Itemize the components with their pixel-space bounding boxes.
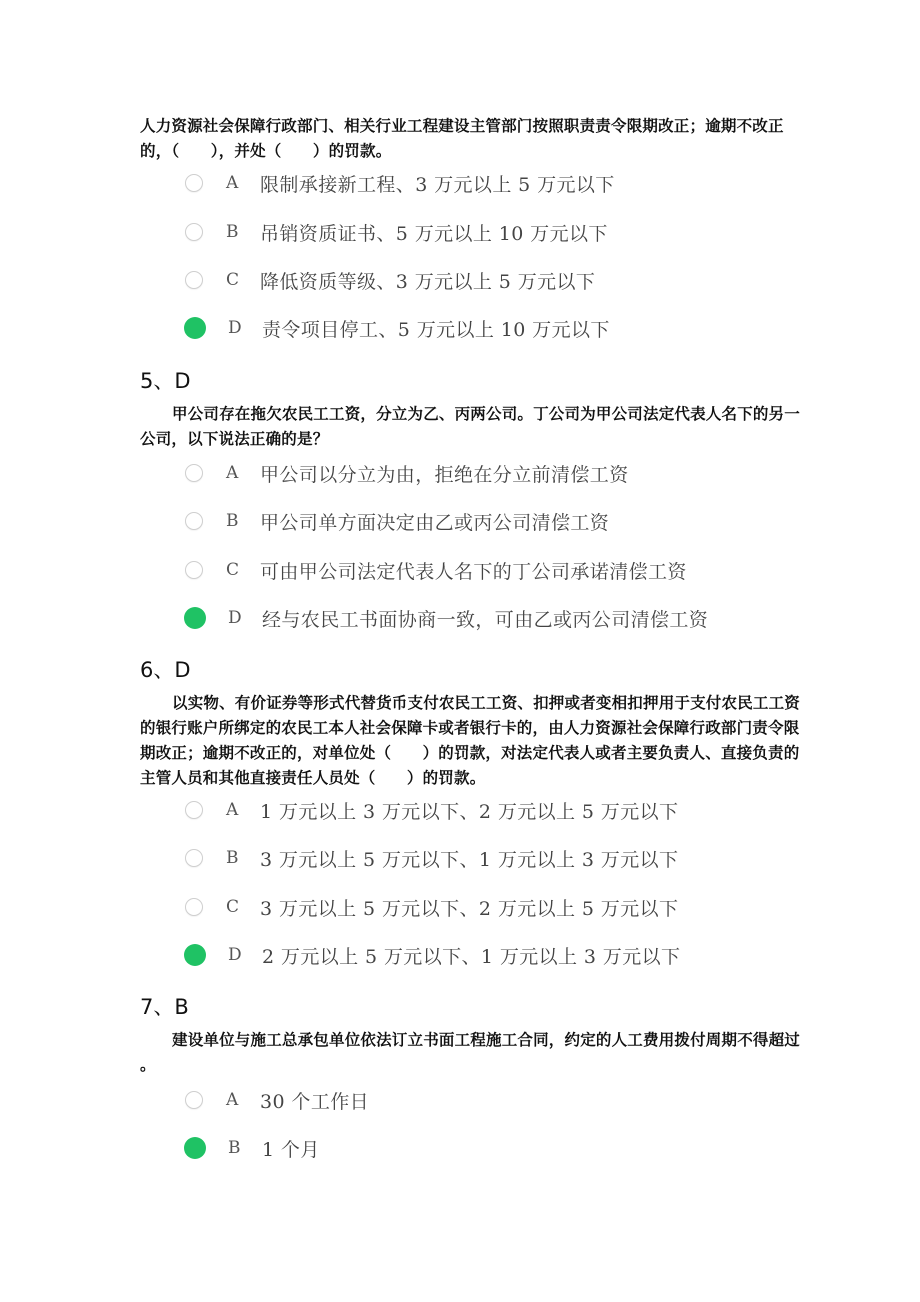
option-text: 1 万元以上 3 万元以下、2 万元以上 5 万元以下: [260, 800, 679, 823]
radio-unselected-icon[interactable]: [185, 898, 203, 916]
option-text: 1 个月: [262, 1138, 320, 1161]
radio-unselected-icon[interactable]: [185, 223, 203, 241]
option-text: 限制承接新工程、3 万元以上 5 万元以下: [260, 173, 615, 196]
question-7-heading: 7、B: [140, 995, 189, 1019]
option-letter: D: [228, 318, 242, 338]
radio-selected-icon[interactable]: [184, 1137, 206, 1159]
radio-unselected-icon[interactable]: [185, 561, 203, 579]
radio-selected-icon[interactable]: [184, 317, 206, 339]
q4-option-b[interactable]: [185, 217, 608, 247]
option-text: 责令项目停工、5 万元以上 10 万元以下: [262, 318, 610, 341]
option-text: 经与农民工书面协商一致，可由乙或丙公司清偿工资: [262, 608, 709, 631]
q4-option-d[interactable]: [185, 313, 610, 343]
question-5-stem: 甲公司存在拖欠农民工工资，分立为乙、丙两公司。丁公司为甲公司法定代表人名下的另一公司，以下说法正确的是？: [140, 405, 801, 448]
radio-unselected-icon[interactable]: [185, 801, 203, 819]
option-text: 甲公司以分立为由，拒绝在分立前清偿工资: [260, 463, 629, 486]
q4-option-a[interactable]: [185, 168, 615, 198]
option-letter: C: [226, 270, 240, 290]
question-5-heading: 5、D: [140, 369, 191, 393]
option-letter: A: [226, 1090, 239, 1110]
option-letter: B: [226, 511, 239, 531]
option-text: 吊销资质证书、5 万元以上 10 万元以下: [260, 222, 608, 245]
option-text: 3 万元以上 5 万元以下、2 万元以上 5 万元以下: [260, 897, 679, 920]
q5-option-d[interactable]: [185, 603, 708, 633]
radio-selected-icon[interactable]: [184, 944, 206, 966]
q6-option-b[interactable]: [185, 843, 678, 873]
radio-unselected-icon[interactable]: [185, 464, 203, 482]
option-letter: B: [226, 222, 239, 242]
option-text: 30 个工作日: [260, 1090, 370, 1113]
option-letter: A: [226, 173, 239, 193]
radio-unselected-icon[interactable]: [185, 1091, 203, 1109]
question-6-heading: 6、D: [140, 658, 191, 682]
q7-option-a[interactable]: [185, 1085, 369, 1115]
q7-option-b[interactable]: [185, 1133, 320, 1163]
option-text: 2 万元以上 5 万元以下、1 万元以上 3 万元以下: [262, 945, 681, 968]
option-letter: C: [226, 897, 240, 917]
option-letter: A: [226, 800, 239, 820]
question-7-stem: 建设单位与施工总承包单位依法订立书面工程施工合同，约定的人工费用拨付周期不得超过 。: [140, 1031, 801, 1074]
q5-option-a[interactable]: [185, 458, 629, 488]
radio-unselected-icon[interactable]: [185, 174, 203, 192]
option-letter: D: [228, 608, 242, 628]
option-letter: D: [228, 945, 242, 965]
q5-option-b[interactable]: [185, 506, 609, 536]
option-text: 降低资质等级、3 万元以上 5 万元以下: [260, 270, 596, 293]
option-letter: A: [226, 463, 239, 483]
option-letter: B: [226, 848, 239, 868]
option-text: 可由甲公司法定代表人名下的丁公司承诺清偿工资: [260, 560, 687, 583]
q6-option-a[interactable]: [185, 795, 678, 825]
q5-option-c[interactable]: [185, 555, 687, 585]
option-text: 甲公司单方面决定由乙或丙公司清偿工资: [260, 511, 610, 534]
radio-unselected-icon[interactable]: [185, 849, 203, 867]
q6-option-d[interactable]: [185, 940, 680, 970]
question-6-stem: 以实物、有价证券等形式代替货币支付农民工工资、扣押或者变相扣押用于支付农民工工资的银行账户所绑定的农民工本人社会保障卡或者银行卡的，由人力资源社会保障行政部门责令限期改正；逾期不改正的，对单位处（ ）的罚款，对法定代表人或者主要负责人、直接负责的主管人员和其他直接责任人员处（ ）的罚款。: [140, 694, 801, 787]
option-text: 3 万元以上 5 万元以下、1 万元以上 3 万元以下: [260, 848, 679, 871]
option-letter: B: [228, 1138, 241, 1158]
option-letter: C: [226, 560, 240, 580]
q4-option-c[interactable]: [185, 265, 595, 295]
q6-option-c[interactable]: [185, 892, 678, 922]
radio-selected-icon[interactable]: [184, 607, 206, 629]
radio-unselected-icon[interactable]: [185, 271, 203, 289]
radio-unselected-icon[interactable]: [185, 512, 203, 530]
question-4-stem: 人力资源社会保障行政部门、相关行业工程建设主管部门按照职责责令限期改正；逾期不改正的，（ ），并处（ ）的罚款。: [140, 117, 784, 160]
